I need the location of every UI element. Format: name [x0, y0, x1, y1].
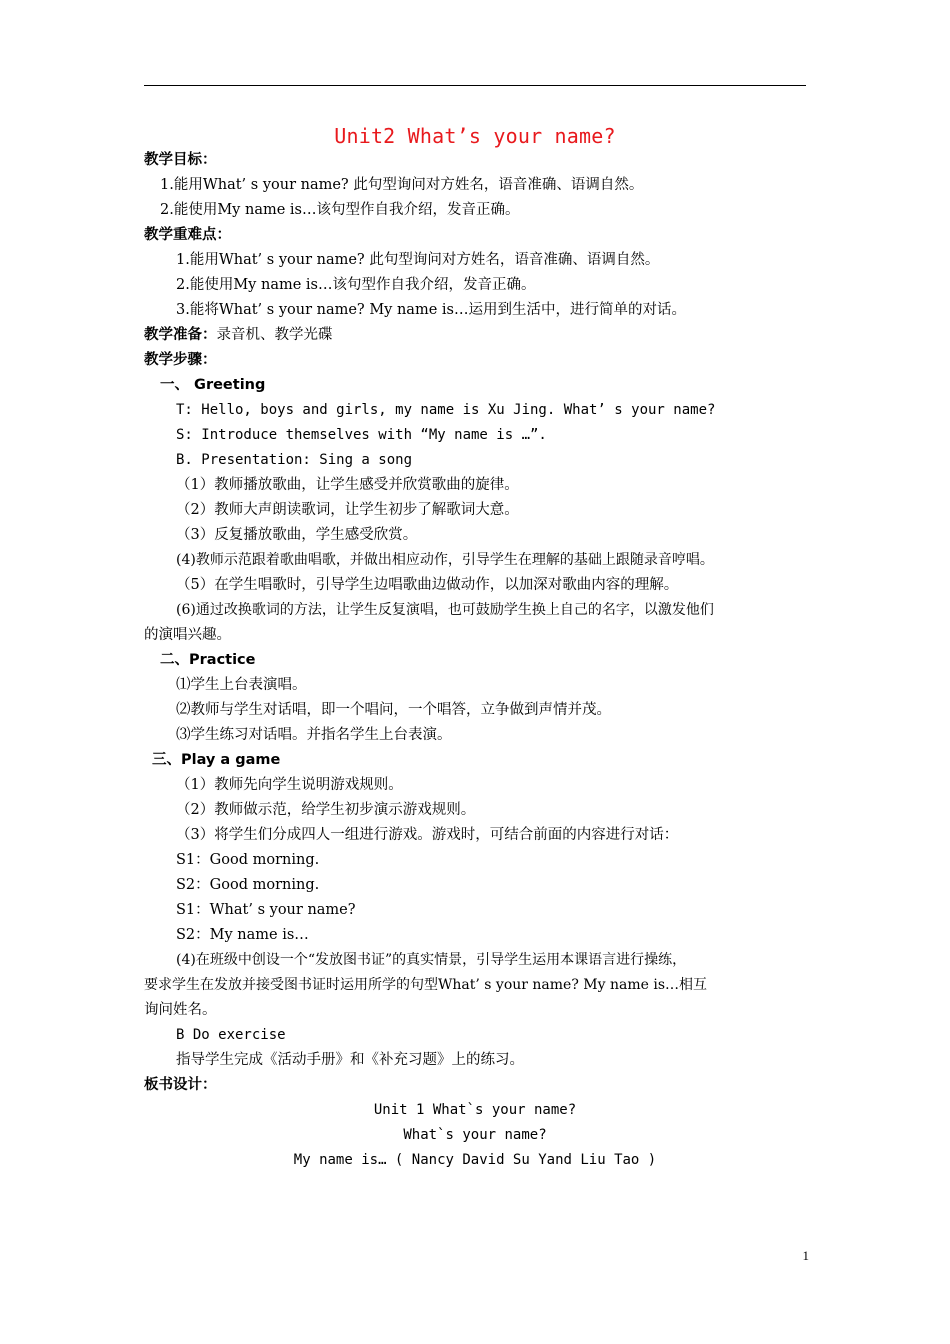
step1-item: （3）反复播放歌曲，学生感受欣赏。 — [176, 527, 418, 543]
step1-item: （1）教师播放歌曲，让学生感受并欣赏歌曲的旋律。 — [176, 477, 519, 493]
step1-line: T: Hello, boys and girls, my name is Xu Jing. What’ s your name? — [176, 402, 716, 418]
step3-heading: 三、Play a game — [152, 752, 281, 768]
board-line: My name is… ( Nancy David Su Yand Liu Tao ) — [293, 1152, 657, 1168]
key-point-item: 3.能将What’ s your name? My name is…运用到生活中，进行简单的对话。 — [176, 302, 686, 318]
preparation-line — [144, 325, 333, 345]
step3-item: （1）教师先向学生说明游戏规则。 — [176, 777, 403, 793]
step3-item-continued: 要求学生在发放并接受图书证时运用所学的句型What’ s your name? My name is…相互 — [144, 977, 708, 993]
step3-item: （2）教师做示范，给学生初步演示游戏规则。 — [176, 802, 476, 818]
key-point-item: 1.能用What’ s your name? 此句型询问对方姓名，语音准确、语调自然。 — [176, 252, 660, 268]
step2-item: ⑴学生上台表演唱。 — [176, 677, 307, 693]
header-rule — [144, 85, 806, 86]
dialog-line: S1：Good morning. — [176, 852, 320, 868]
step1-line: B. Presentation: Sing a song — [176, 452, 413, 468]
step3-item-continued: 询问姓名。 — [144, 1002, 217, 1018]
board-heading: 板书设计： — [144, 1077, 217, 1093]
step2-item: ⑵教师与学生对话唱，即一个唱问，一个唱答，立争做到声情并茂。 — [176, 702, 611, 718]
objectives-heading: 教学目标： — [144, 152, 217, 168]
key-point-item: 2.能使用My name is…该句型作自我介绍，发音正确。 — [176, 277, 536, 293]
objective-item: 1.能用What’ s your name? 此句型询问对方姓名，语音准确、语调自然。 — [160, 177, 644, 193]
step1-item: （5）在学生唱歌时，引导学生边唱歌曲边做动作，以加深对歌曲内容的理解。 — [176, 577, 679, 593]
step1-item: (6)通过改换歌词的方法，让学生反复演唱，也可鼓励学生换上自己的名字，以激发他们 — [176, 602, 714, 618]
step1-line: S: Introduce themselves with “My name is …”. — [176, 427, 547, 443]
dialog-line: S2：Good morning. — [176, 877, 320, 893]
step1-item-continued: 的演唱兴趣。 — [144, 627, 231, 643]
dialog-line: S2：My name is… — [176, 927, 309, 943]
dialog-line: S1：What’ s your name? — [176, 902, 356, 918]
preparation-text: 录音机、教学光碟 — [216, 327, 333, 343]
step1-heading: 一、 Greeting — [160, 377, 266, 393]
steps-heading: 教学步骤： — [144, 352, 217, 368]
exercise-heading: B Do exercise — [176, 1027, 286, 1043]
document-title: Unit2 What’s your name? — [334, 124, 616, 148]
step1-item: (4)教师示范跟着歌曲唱歌，并做出相应动作，引导学生在理解的基础上跟随录音哼唱。 — [176, 552, 714, 568]
step2-heading: 二、Practice — [160, 652, 256, 668]
board-line: Unit 1 What`s your name? — [373, 1102, 577, 1118]
page-number: 1 — [802, 1248, 809, 1263]
objective-item: 2.能使用My name is…该句型作自我介绍，发音正确。 — [160, 202, 520, 218]
step3-item: （3）将学生们分成四人一组进行游戏。游戏时，可结合前面的内容进行对话： — [176, 827, 679, 843]
board-line: What`s your name? — [403, 1127, 547, 1143]
key-points-heading: 教学重难点： — [144, 227, 231, 243]
preparation-label: 教学准备： — [144, 327, 217, 343]
step1-item: （2）教师大声朗读歌词，让学生初步了解歌词大意。 — [176, 502, 519, 518]
step3-item: (4)在班级中创设一个“发放图书证”的真实情景，引导学生运用本课语言进行操练， — [176, 952, 687, 968]
exercise-text: 指导学生完成《活动手册》和《补充习题》上的练习。 — [176, 1052, 524, 1068]
step2-item: ⑶学生练习对话唱。并指名学生上台表演。 — [176, 727, 452, 743]
